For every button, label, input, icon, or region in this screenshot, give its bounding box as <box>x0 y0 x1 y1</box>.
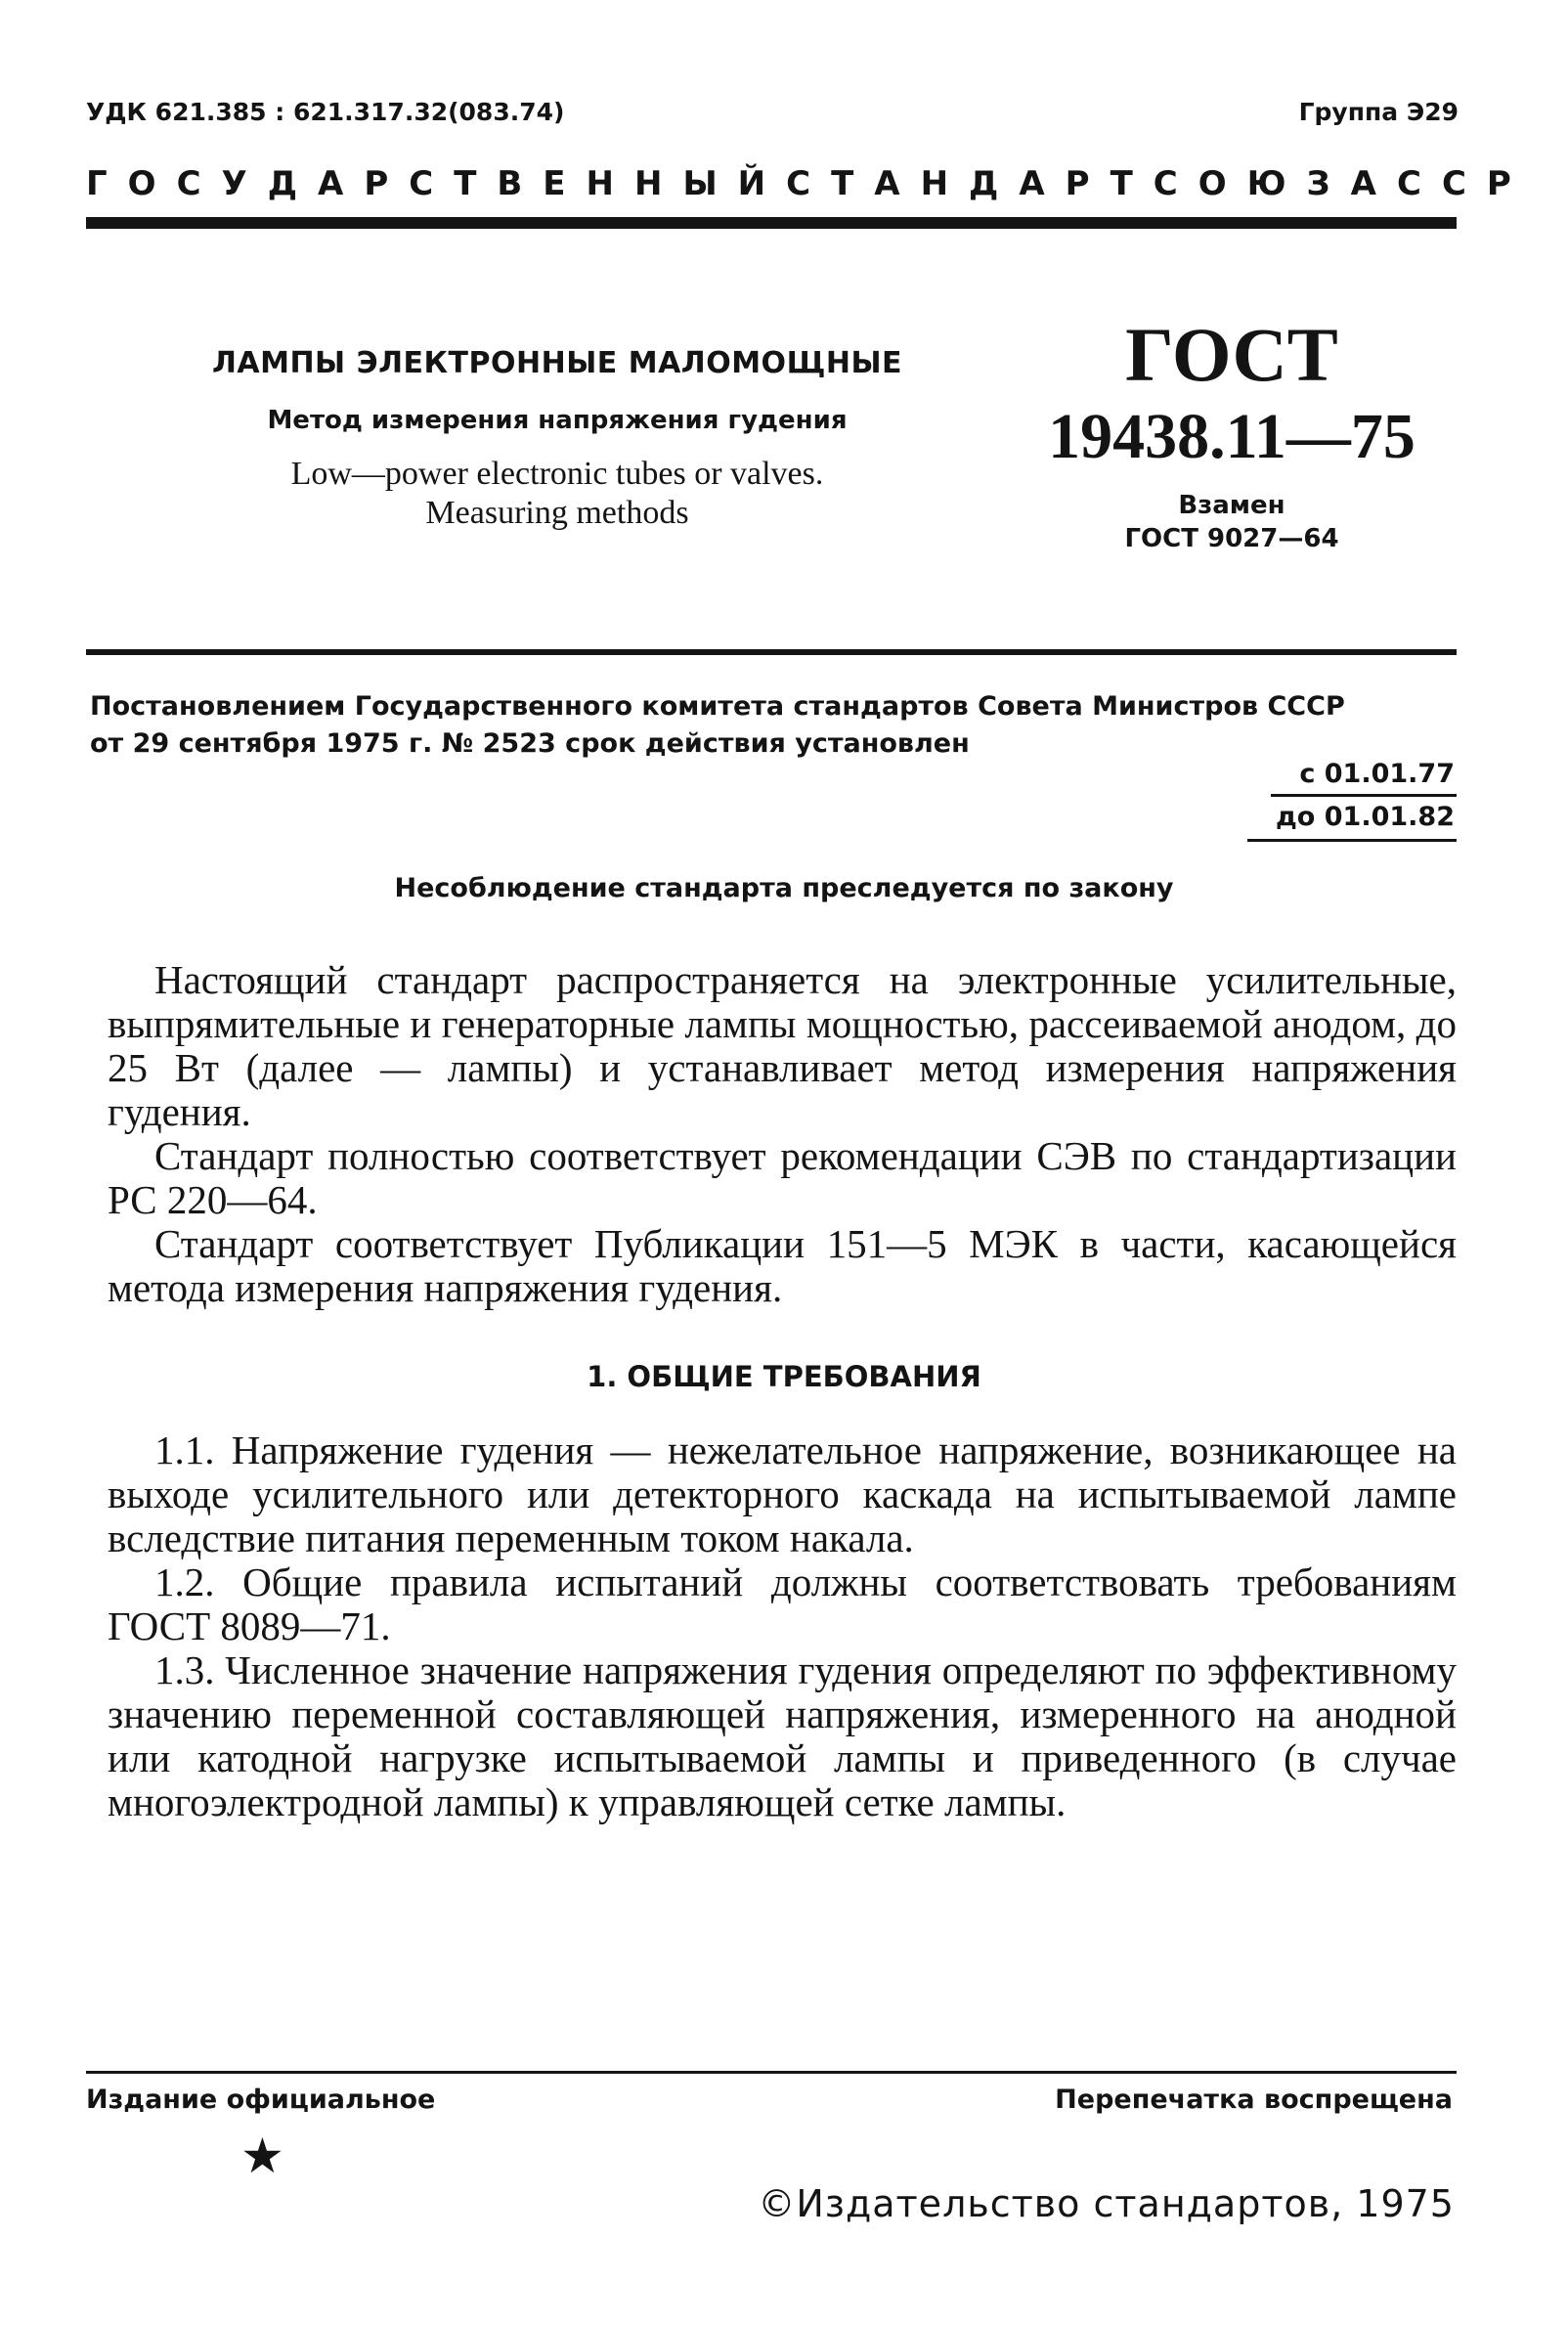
banner-word: ГОСУДАРСТВЕННЫЙ <box>86 164 787 203</box>
clause: 1.2. Общие правила испытаний должны соответствовать требованиям ГОСТ 8089—71. <box>108 1559 1457 1648</box>
clause: 1.1. Напряжение гудения — нежелательное напряжение, возникающее на выходе усилительного или детекторного каскада на испытываемой лампе вследствие питания переменным током накала. <box>108 1427 1457 1560</box>
title-block <box>166 346 948 533</box>
paragraph: Стандарт соответствует Публикации 151—5 МЭК в части, касающейся метода измерения напряжения гудения. <box>108 1221 1457 1310</box>
copyright: ©Издательство стандартов, 1975 <box>758 2182 1455 2225</box>
banner-word: ССР <box>1397 164 1532 203</box>
subtitle-ru: Метод измерения напряжения гудения <box>267 406 848 435</box>
title-ru: ЛАМПЫ ЭЛЕКТРОННЫЕ МАЛОМОЩНЫЕ <box>211 346 903 380</box>
title-rule <box>86 649 1457 655</box>
state-standard-banner <box>86 164 1532 203</box>
reprint-prohibited: Перепечатка воспрещена <box>1055 2085 1453 2115</box>
title-en-line: Measuring methods <box>425 495 689 531</box>
gost-designation <box>1036 313 1427 555</box>
udk-code: УДК 621.385 : 621.317.32(083.74) <box>86 98 565 126</box>
intro-paragraphs <box>108 958 1457 1310</box>
banner-word: СТАНДАРТ <box>786 164 1154 203</box>
group-code: Группа Э29 <box>1298 98 1459 126</box>
clause: 1.3. Численное значение напряжения гудения определяют по эффективному значению переменной составляющей напряжения, измеренного на анодной или катодной нагрузке испытываемой лампы и приведенного (в случае многоэлектродной лампы) к управляющей сетке лампы. <box>108 1647 1457 1824</box>
gost-label: ГОСТ <box>1125 312 1338 397</box>
effective-to: до 01.01.82 <box>1276 802 1455 832</box>
paragraph: Настоящий стандарт распространяется на электронные усилительные, выпрямительные и генераторные лампы мощностью, рассеиваемой анодом, до 25 Вт (далее — лампы) и устанавливает метод измерения напряжения гудения. <box>108 957 1457 1134</box>
replaces-label: Взамен <box>1178 491 1285 520</box>
replaces-standard: ГОСТ 9027—64 <box>1124 524 1339 553</box>
paragraph: Стандарт полностью соответствует рекомендации СЭВ по стандартизации РС 220—64. <box>108 1133 1457 1222</box>
official-edition: Издание официальное <box>86 2085 436 2115</box>
decree-text <box>90 688 1459 763</box>
title-en-line: Low—power electronic tubes or valves. <box>290 456 824 492</box>
decree-line: от 29 сентября 1975 г. № 2523 срок действия установлен <box>90 728 970 759</box>
banner-word: СОЮЗА <box>1153 164 1397 203</box>
star-icon: ★ <box>240 2128 284 2184</box>
gost-number: 19438.11—75 <box>1048 401 1416 472</box>
header-rule <box>86 217 1457 229</box>
date-rule <box>1247 839 1457 842</box>
footer-rule <box>86 2071 1457 2074</box>
date-rule <box>1271 794 1457 797</box>
section-1-items <box>108 1428 1457 1824</box>
title-en <box>166 455 948 533</box>
section-heading: 1. ОБЩИЕ ТРЕБОВАНИЯ <box>587 1360 981 1393</box>
effective-from: с 01.01.77 <box>1299 759 1455 789</box>
legal-notice: Несоблюдение стандарта преследуется по закону <box>394 873 1174 903</box>
decree-line: Постановлением Государственного комитета стандартов Совета Министров СССР <box>90 691 1345 722</box>
